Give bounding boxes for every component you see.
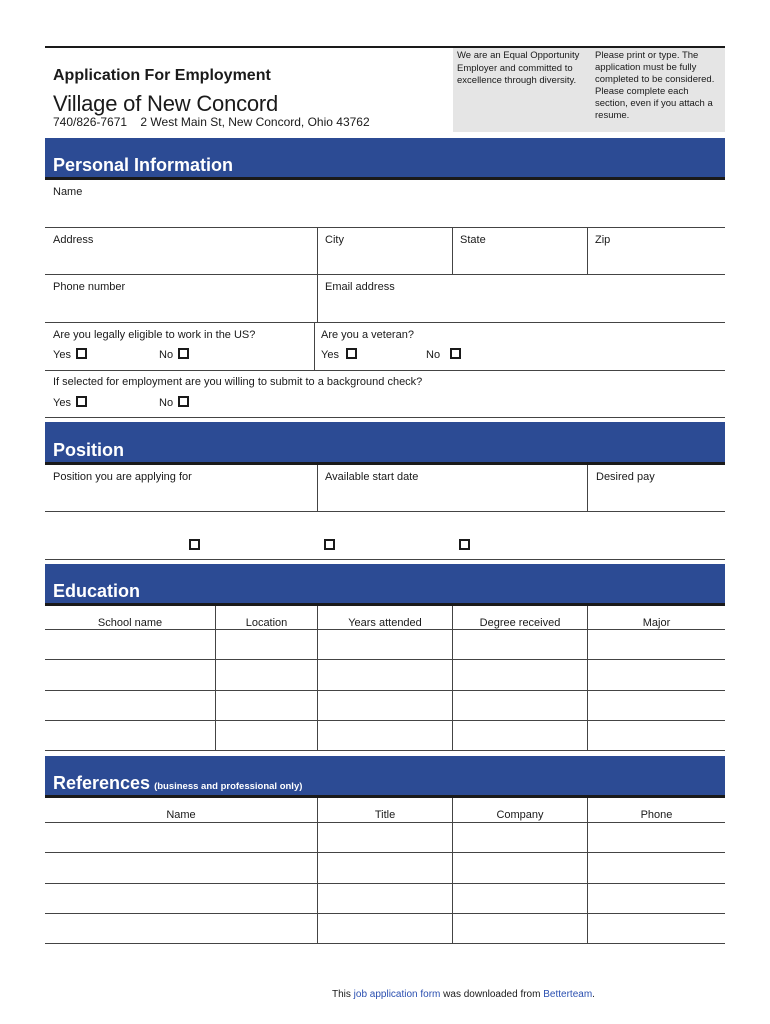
background-yes-label: Yes bbox=[53, 397, 71, 409]
table-row[interactable] bbox=[45, 853, 725, 882]
phone-field[interactable] bbox=[45, 294, 315, 321]
start-date-label: Available start date bbox=[325, 471, 419, 483]
divider bbox=[45, 322, 725, 323]
background-yes-checkbox[interactable] bbox=[76, 396, 87, 407]
job-application-form-link[interactable]: job application form bbox=[353, 989, 441, 1000]
desired-pay-field[interactable] bbox=[588, 485, 724, 510]
table-row[interactable] bbox=[45, 630, 725, 659]
table-row[interactable] bbox=[45, 884, 725, 913]
section-title bbox=[53, 773, 302, 794]
veteran-yes-checkbox[interactable] bbox=[346, 348, 357, 359]
name-field[interactable] bbox=[45, 198, 725, 226]
divider bbox=[317, 227, 318, 274]
position-option-checkbox[interactable] bbox=[459, 539, 470, 550]
table-row[interactable] bbox=[45, 721, 725, 750]
instructions-note: Please print or type. The application must be fully completed to be considered. Please complete each section, even if you attach a resume. bbox=[595, 50, 715, 121]
organization-address: 2 West Main St, New Concord, Ohio 43762 bbox=[140, 115, 370, 129]
education-col-location: Location bbox=[245, 617, 288, 629]
veteran-yes-label: Yes bbox=[321, 349, 339, 361]
address-label: Address bbox=[53, 234, 94, 246]
state-field[interactable] bbox=[453, 247, 586, 273]
eligible-no-checkbox[interactable] bbox=[178, 348, 189, 359]
education-col-degree: Degree received bbox=[479, 617, 561, 629]
table-row[interactable] bbox=[45, 691, 725, 720]
position-option-checkbox[interactable] bbox=[324, 539, 335, 550]
background-no-checkbox[interactable] bbox=[178, 396, 189, 407]
education-section-header bbox=[45, 564, 725, 606]
footer-suffix: . bbox=[592, 989, 595, 1000]
eligible-yes-checkbox[interactable] bbox=[76, 348, 87, 359]
references-col-title: Title bbox=[374, 809, 396, 821]
table-row-divider bbox=[45, 943, 725, 944]
references-title: References bbox=[53, 773, 151, 793]
background-no-label: No bbox=[159, 397, 174, 409]
divider bbox=[452, 227, 453, 274]
divider bbox=[45, 274, 725, 275]
start-date-field[interactable] bbox=[318, 485, 586, 510]
position-field[interactable] bbox=[45, 485, 315, 510]
footer-middle: was downloaded from bbox=[440, 989, 544, 1000]
position-option-checkbox[interactable] bbox=[189, 539, 200, 550]
table-row[interactable] bbox=[45, 823, 725, 852]
section-title: Education bbox=[53, 581, 141, 601]
table-col-divider bbox=[587, 798, 588, 944]
background-question: If selected for employment are you willing to submit to a background check? bbox=[53, 376, 423, 388]
table-row-divider bbox=[45, 750, 725, 751]
divider bbox=[45, 511, 725, 512]
divider bbox=[45, 227, 725, 228]
divider bbox=[317, 465, 318, 511]
eligible-question: Are you legally eligible to work in the US? bbox=[53, 329, 256, 341]
eligible-yes-label: Yes bbox=[53, 349, 71, 361]
references-note: (business and professional only) bbox=[154, 781, 303, 792]
veteran-no-label: No bbox=[426, 349, 441, 361]
table-col-divider bbox=[452, 606, 453, 751]
eligible-no-label: No bbox=[159, 349, 174, 361]
zip-label: Zip bbox=[595, 234, 611, 246]
education-col-major: Major bbox=[642, 617, 671, 629]
table-row[interactable] bbox=[45, 914, 725, 943]
table-col-divider bbox=[317, 606, 318, 751]
divider bbox=[587, 227, 588, 274]
education-col-years: Years attended bbox=[348, 617, 422, 629]
organization-contact bbox=[53, 115, 370, 129]
table-row[interactable] bbox=[45, 660, 725, 689]
section-title: Personal Information bbox=[53, 155, 234, 175]
table-col-divider bbox=[215, 606, 216, 751]
references-section-header bbox=[45, 756, 725, 798]
zip-field[interactable] bbox=[588, 247, 724, 273]
divider bbox=[45, 417, 725, 418]
position-applying-label: Position you are applying for bbox=[53, 471, 192, 483]
city-field[interactable] bbox=[318, 247, 451, 273]
desired-pay-label: Desired pay bbox=[596, 471, 655, 483]
phone-label: Phone number bbox=[53, 281, 126, 293]
table-col-divider bbox=[317, 798, 318, 944]
footer-attribution bbox=[0, 989, 770, 1000]
email-field[interactable] bbox=[318, 294, 724, 321]
divider bbox=[587, 465, 588, 511]
veteran-question: Are you a veteran? bbox=[321, 329, 414, 341]
references-col-name: Name bbox=[166, 809, 196, 821]
divider bbox=[314, 322, 315, 370]
education-col-school: School name bbox=[97, 617, 163, 629]
veteran-no-checkbox[interactable] bbox=[450, 348, 461, 359]
divider bbox=[317, 274, 318, 322]
address-field[interactable] bbox=[45, 247, 315, 273]
footer-prefix: This bbox=[332, 989, 354, 1000]
section-title: Position bbox=[53, 440, 124, 460]
city-label: City bbox=[325, 234, 344, 246]
position-section-header bbox=[45, 422, 725, 465]
table-col-divider bbox=[587, 606, 588, 751]
betterteam-link[interactable]: Betterteam bbox=[543, 989, 593, 1000]
references-col-company: Company bbox=[496, 809, 544, 821]
divider bbox=[45, 370, 725, 371]
state-label: State bbox=[460, 234, 486, 246]
organization-name: Village of New Concord bbox=[53, 91, 279, 116]
eeo-note: We are an Equal Opportunity Employer and committed to excellence through diversity. bbox=[457, 50, 580, 86]
organization-phone: 740/826-7671 bbox=[53, 115, 128, 129]
divider bbox=[45, 559, 725, 560]
name-label: Name bbox=[53, 186, 83, 198]
email-label: Email address bbox=[325, 281, 395, 293]
form-title: Application For Employment bbox=[53, 67, 271, 84]
personal-section-header bbox=[45, 138, 725, 180]
table-col-divider bbox=[452, 798, 453, 944]
references-col-phone: Phone bbox=[640, 809, 673, 821]
